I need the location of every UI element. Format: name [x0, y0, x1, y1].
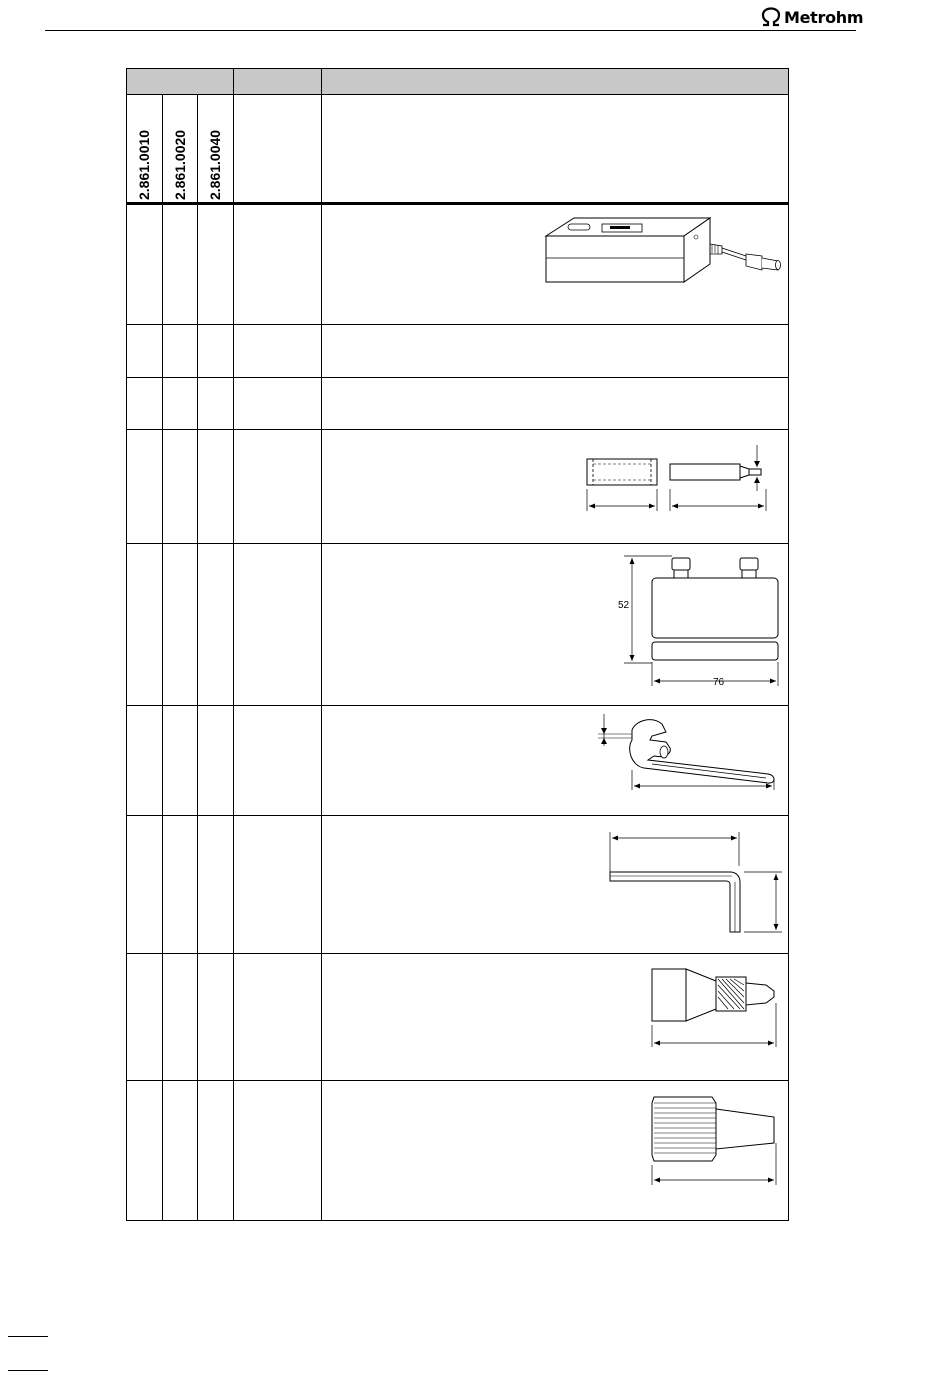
- knurled-cap-illustration: [646, 1093, 786, 1193]
- nozzle-adapter-illustration: [646, 963, 786, 1058]
- product-code-0010: 2.861.0010: [136, 129, 152, 200]
- row-line: [126, 953, 789, 954]
- row-line: [126, 377, 789, 378]
- col-line: [197, 95, 198, 1221]
- brand-logo: [760, 6, 863, 28]
- col-line: [233, 68, 234, 1221]
- omega-logo-icon: [760, 7, 782, 27]
- hex-key-illustration: [604, 828, 784, 938]
- footer-rule: [8, 1336, 48, 1337]
- col-line: [321, 68, 322, 1221]
- col-line: [788, 68, 789, 1221]
- header-separator: [126, 202, 789, 205]
- brand-name: Metrohm: [784, 7, 864, 27]
- cylinder-width-label: 76: [713, 677, 725, 688]
- header-rule: [45, 30, 856, 31]
- table-header-bar: [126, 68, 789, 95]
- row-line: [126, 705, 789, 706]
- row-line: [126, 1080, 789, 1081]
- parts-table: [126, 68, 789, 1221]
- cylinder-height-label: 52: [618, 600, 630, 611]
- row-line: [126, 1220, 789, 1221]
- col-line: [126, 68, 127, 1221]
- col-line: [162, 95, 163, 1221]
- row-line: [126, 815, 789, 816]
- product-code-0040: 2.861.0040: [207, 129, 223, 200]
- row-line: [126, 324, 789, 325]
- wrench-illustration: [592, 708, 787, 796]
- row-line: [126, 543, 789, 544]
- row-line: [126, 429, 789, 430]
- footer-rule: [8, 1370, 48, 1371]
- product-code-0020: 2.861.0020: [172, 129, 188, 200]
- cylinder-illustration: [596, 548, 786, 698]
- power-supply-illustration: [540, 212, 785, 288]
- pin-and-rod-illustration: [581, 443, 781, 523]
